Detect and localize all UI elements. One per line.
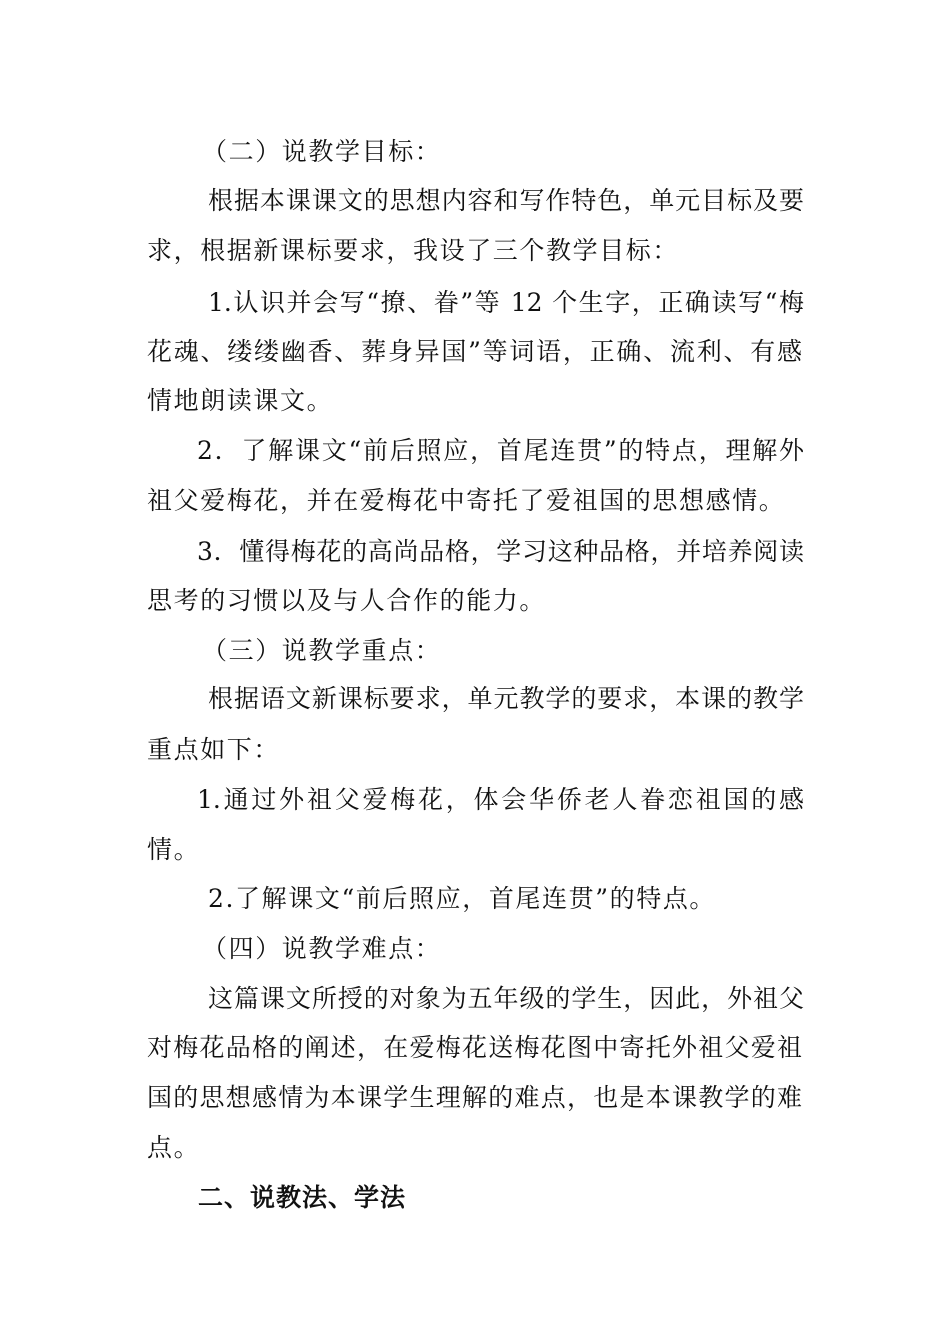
section-3-intro-line-1: 根据语文新课标要求，单元教学的要求，本课的教学 (208, 684, 804, 713)
goal-3-line-1: 3．懂得梅花的高尚品格，学习这种品格，并培养阅读 (197, 537, 804, 566)
goal-1-line-2: 花魂、缕缕幽香、葬身异国”等词语，正确、流利、有感 (147, 337, 802, 366)
goal-3-line-2: 思考的习惯以及与人合作的能力。 (147, 586, 547, 615)
part-2-heading: 二、说教法、学法 (198, 1183, 407, 1212)
section-4-heading: （四）说教学难点： (202, 934, 442, 963)
goal-2-line-2: 祖父爱梅花，并在爱梅花中寄托了爱祖国的思想感情。 (147, 486, 786, 515)
section-4-body-line-2: 对梅花品格的阐述，在爱梅花送梅花图中寄托外祖父爱祖 (147, 1033, 802, 1062)
section-4-body-line-4: 点。 (147, 1133, 201, 1162)
section-4-body-line-1: 这篇课文所授的对象为五年级的学生，因此，外祖父 (208, 984, 804, 1013)
section-3-intro-line-2: 重点如下： (147, 735, 281, 764)
key-point-2: 2.了解课文“前后照应，首尾连贯”的特点。 (208, 884, 717, 913)
section-3-heading: （三）说教学重点： (202, 636, 442, 665)
goal-2-line-1: 2．了解课文“前后照应，首尾连贯”的特点，理解外 (197, 436, 804, 465)
goal-1-line-1: 1.认识并会写“撩、眷”等 12 个生字，正确读写“梅 (208, 288, 804, 317)
section-2-intro-line-2: 求，根据新课标要求，我设了三个教学目标： (147, 236, 680, 265)
key-point-1-line-1: 1.通过外祖父爱梅花，体会华侨老人眷恋祖国的感 (197, 785, 804, 814)
key-point-1-line-2: 情。 (147, 835, 201, 864)
section-2-intro-line-1: 根据本课课文的思想内容和写作特色，单元目标及要 (208, 186, 804, 215)
section-2-heading: （二）说教学目标： (202, 137, 442, 166)
goal-1-line-3: 情地朗读课文。 (147, 386, 334, 415)
section-4-body-line-3: 国的思想感情为本课学生理解的难点，也是本课教学的难 (147, 1083, 802, 1112)
